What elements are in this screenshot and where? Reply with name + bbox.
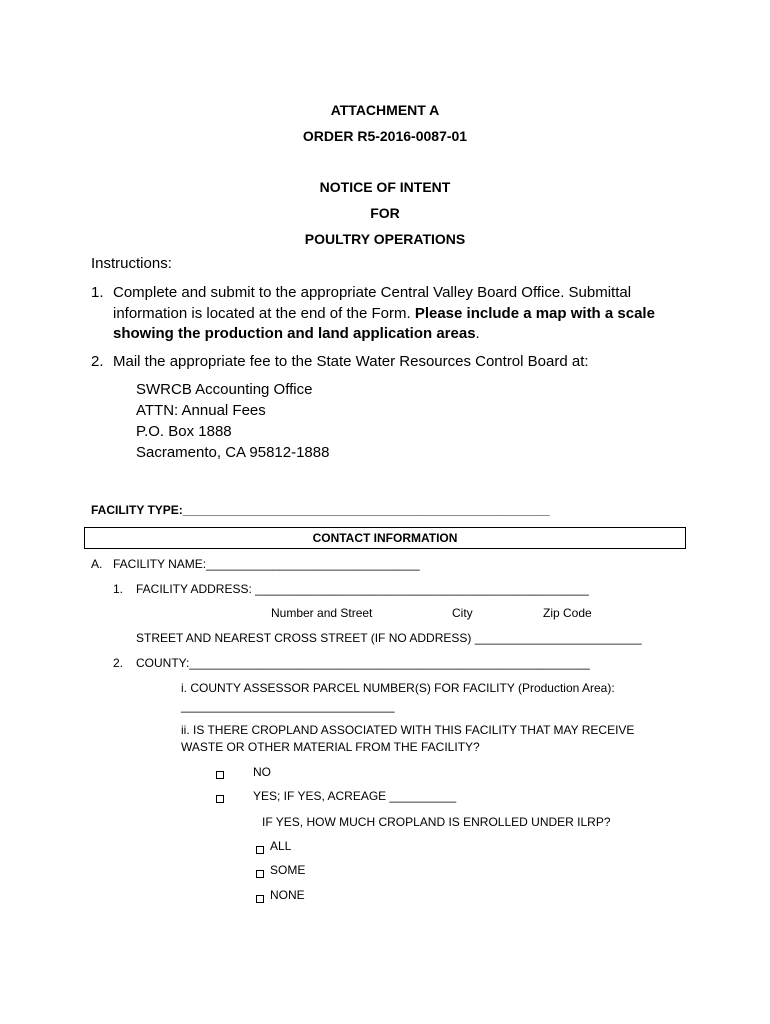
instruction-1-map-emphasis: Please include a map with a scale [414, 305, 655, 322]
county-number: 2. [113, 656, 124, 670]
city-caption: City [452, 606, 473, 620]
zip-code-caption: Zip Code [543, 606, 592, 620]
instruction-2-number: 2. [91, 353, 104, 370]
none-option-label: NONE [270, 888, 305, 902]
cropland-question-line-2: WASTE OR OTHER MATERIAL FROM THE FACILITY? [181, 740, 480, 754]
some-option-label: SOME [270, 863, 306, 877]
some-checkbox[interactable] [256, 865, 264, 883]
facility-name-field[interactable]: FACILITY NAME:________________________________ [113, 557, 420, 571]
notice-title: NOTICE OF INTENT [319, 179, 451, 195]
yes-acreage-field[interactable]: YES; IF YES, ACREAGE __________ [253, 789, 457, 803]
cross-street-field[interactable]: STREET AND NEAREST CROSS STREET (IF NO ADDRESS) _________________________ [136, 631, 642, 645]
instructions-label: Instructions: [91, 255, 172, 272]
all-checkbox[interactable] [256, 841, 264, 859]
facility-type-field[interactable]: FACILITY TYPE:_______________________________________________________ [91, 503, 550, 517]
instruction-1-line-2-text: information is located at the end of the Form. [113, 305, 415, 322]
facility-address-field[interactable]: FACILITY ADDRESS: __________________________________________________ [136, 582, 589, 596]
instruction-1-line-3 [113, 325, 480, 342]
no-option-label: NO [253, 765, 271, 779]
parcel-number-question: i. COUNTY ASSESSOR PARCEL NUMBER(S) FOR FACILITY (Production Area): [181, 681, 615, 695]
instruction-1-line-2 [113, 305, 655, 322]
all-option-label: ALL [270, 839, 292, 853]
address-line: P.O. Box 1888 [136, 423, 232, 440]
order-number: ORDER R5-2016-0087-01 [302, 128, 468, 144]
parcel-number-field[interactable]: ________________________________ [181, 699, 395, 713]
instruction-1-areas-emphasis: showing the production and land application areas [113, 325, 476, 342]
cropland-question-line-1: ii. IS THERE CROPLAND ASSOCIATED WITH THIS FACILITY THAT MAY RECEIVE [181, 723, 635, 737]
instruction-1-number: 1. [91, 284, 104, 301]
facility-address-number: 1. [113, 582, 124, 596]
contact-information-header: CONTACT INFORMATION [84, 527, 686, 549]
address-line: SWRCB Accounting Office [136, 381, 313, 398]
instruction-1-line-1: Complete and submit to the appropriate Central Valley Board Office. Submittal [113, 284, 632, 301]
address-line: Sacramento, CA 95812-1888 [136, 444, 330, 461]
number-street-caption: Number and Street [271, 606, 373, 620]
yes-checkbox[interactable] [216, 790, 224, 808]
address-line: ATTN: Annual Fees [136, 402, 266, 419]
county-field[interactable]: COUNTY:____________________________________________________________ [136, 656, 590, 670]
instruction-2-text: Mail the appropriate fee to the State Water Resources Control Board at: [113, 353, 589, 370]
attachment-title: ATTACHMENT A [330, 102, 440, 118]
none-checkbox[interactable] [256, 890, 264, 908]
ilrp-question: IF YES, HOW MUCH CROPLAND IS ENROLLED UNDER ILRP? [262, 815, 611, 829]
no-checkbox[interactable] [216, 766, 224, 784]
section-a-label: A. [91, 557, 103, 571]
instruction-1-period: . [475, 325, 480, 342]
operations-title: POULTRY OPERATIONS [304, 231, 466, 247]
for-label: FOR [370, 205, 400, 221]
